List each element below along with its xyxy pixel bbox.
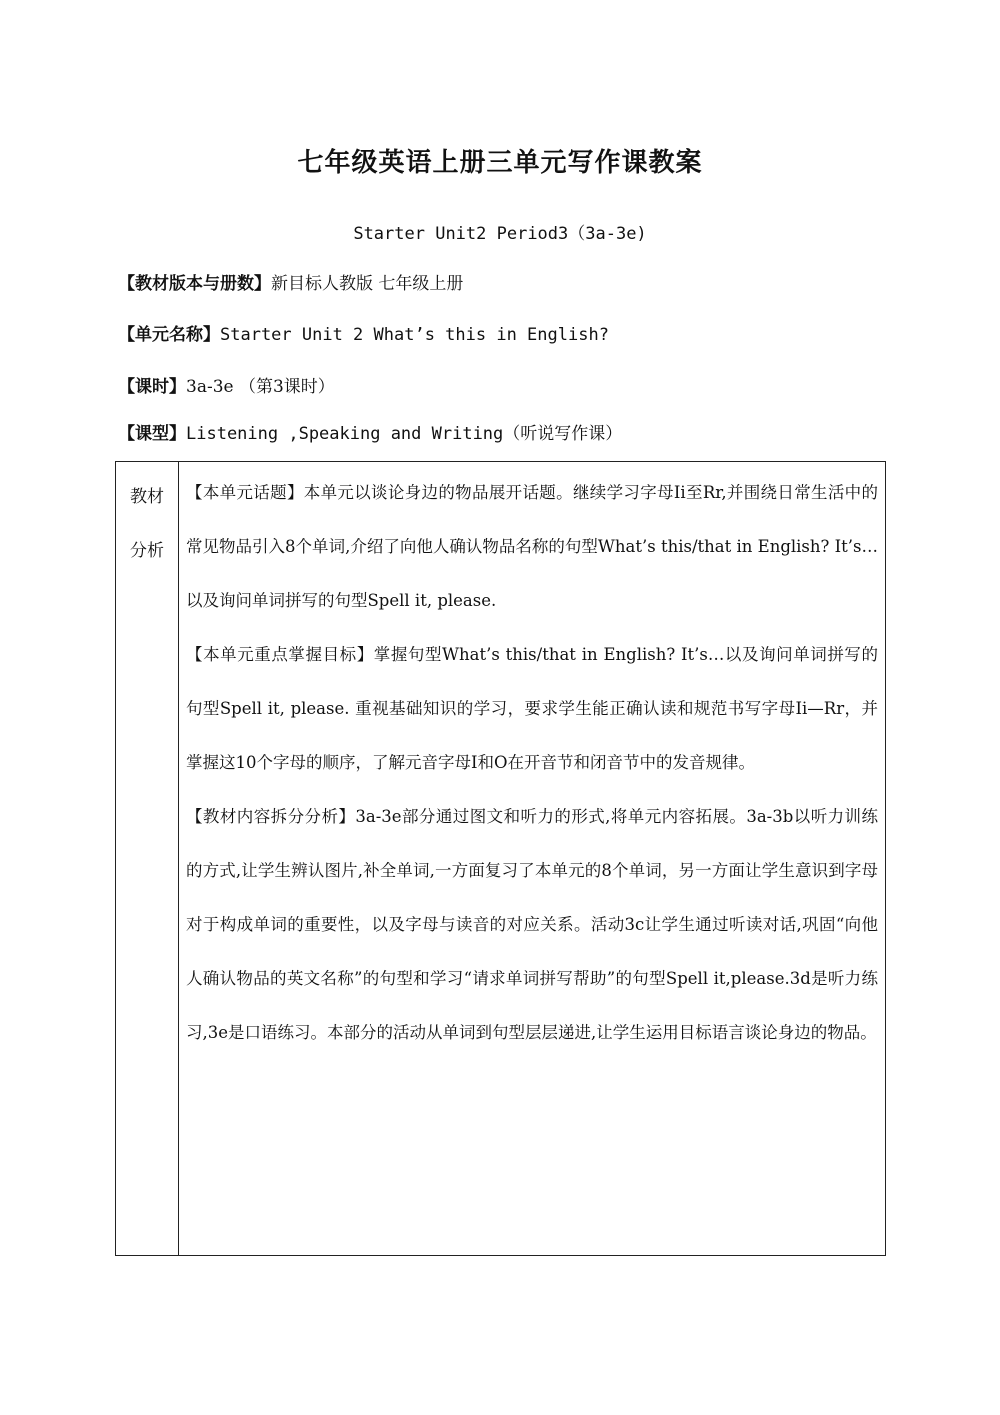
meta-value: Starter Unit 2 What’s this in English? xyxy=(220,325,609,345)
paragraph-unit-topic: 【本单元话题】本单元以谈论身边的物品展开话题。继续学习字母Ii至Rr,并围绕日常生活中的常见物品引入8个单词,介绍了向他人确认物品名称的句型What’s this/that in English? It’s…以及询问单词拼写的句型Spell it, please. xyxy=(186,483,878,610)
table-content-cell xyxy=(186,466,878,1060)
meta-value: 3a-3e （第3课时） xyxy=(186,377,335,397)
meta-unit-name xyxy=(118,320,609,345)
meta-key: 【教材版本与册数】 xyxy=(118,274,271,294)
column-divider xyxy=(178,462,179,1255)
paragraph-content-analysis: 【教材内容拆分分析】3a-3e部分通过图文和听力的形式,将单元内容拓展。3a-3b以听力训练的方式,让学生辨认图片,补全单词,一方面复习了本单元的8个单词，另一方面让学生意识到字母对于构成单词的重要性，以及字母与读音的对应关系。活动3c让学生通过听读对话,巩固“向他人确认物品的英文名称”的句型和学习“请求单词拼写帮助”的句型Spell it,please.3d是听力练习,3e是口语练习。本部分的活动从单词到句型层层递进,让学生运用目标语言谈论身边的物品。 xyxy=(186,807,878,1042)
meta-value: Listening ,Speaking and Writing（听说写作课） xyxy=(186,424,623,444)
label-line: 教材 xyxy=(130,487,164,507)
paragraph-key-goals: 【本单元重点掌握目标】掌握句型What’s this/that in English? It’s…以及询问单词拼写的句型Spell it, please. 重视基础知识的学习，要求学生能正确认读和规范书写字母Ii—Rr，并掌握这10个字母的顺序，了解元音字母I和O在开音节和闭音节中的发音规律。 xyxy=(186,645,878,772)
meta-lesson-type xyxy=(118,419,622,444)
meta-lesson-period xyxy=(118,372,335,397)
document-subtitle: Starter Unit2 Period3（3a-3e) xyxy=(353,224,647,244)
meta-key: 【单元名称】 xyxy=(118,325,220,345)
label-line: 分析 xyxy=(130,541,164,561)
analysis-table xyxy=(115,461,886,1256)
meta-key: 【课型】 xyxy=(118,424,186,444)
document-title: 七年级英语上册三单元写作课教案 xyxy=(297,148,703,178)
table-row-label xyxy=(116,470,178,578)
meta-textbook-edition xyxy=(118,269,463,294)
meta-value: 新目标人教版 七年级上册 xyxy=(271,274,464,294)
meta-key: 【课时】 xyxy=(118,377,186,397)
